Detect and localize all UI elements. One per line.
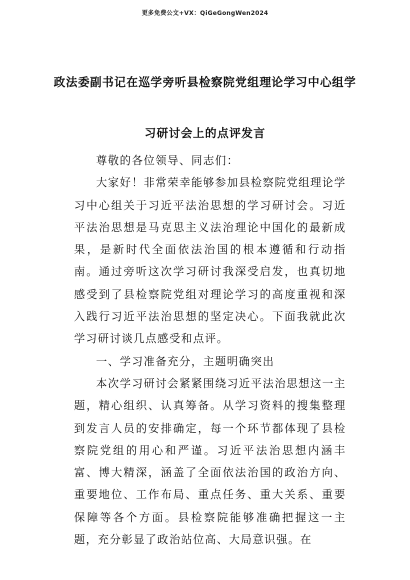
- paragraph-section-1: 本次学习研讨会紧紧围绕习近平法治思想这一主题，精心组织、认真筹备。从学习资料的搜集整理到发言人员的安排确定，每一个环节都体现了县检察院党组的用心和严谨。习近平法治思想内涵丰富、博大精深，涵盖了全面依法治国的政治方向、重要地位、工作布局、重点任务、重大关系、重要保障等各个方面。县检察院能够准确把握这一主题，充分彰显了政治站位高、大局意识强。在: [74, 376, 346, 547]
- document-title-line-2: 习研讨会上的点评发言: [144, 126, 266, 140]
- salutation: 尊敬的各位领导、同志们：: [96, 154, 239, 167]
- document-body: [74, 150, 346, 551]
- header-note: 更多免费公文+VX：QiGeGongWen2024: [141, 10, 269, 17]
- document-title-line-1: 政法委副书记在巡学旁听县检察院党组理论学习中心组学: [53, 75, 357, 89]
- section-heading-1: 一、学习准备充分，主题明确突出: [96, 354, 275, 368]
- paragraph-intro: 大家好！非常荣幸能够参加县检察院党组理论学习中心组关于习近平法治思想的学习研讨会。习近平法治思想是马克思主义法治理论中国化的最新成果，是新时代全面依法治国的根本遵循和行动指南。通过旁听这次学习研讨我深受启发，也真切地感受到了县检察院党组对理论学习的高度重视和深入践行习近平法治思想的坚定决心。下面我就此次学习研讨谈几点感受和点评。: [74, 176, 346, 346]
